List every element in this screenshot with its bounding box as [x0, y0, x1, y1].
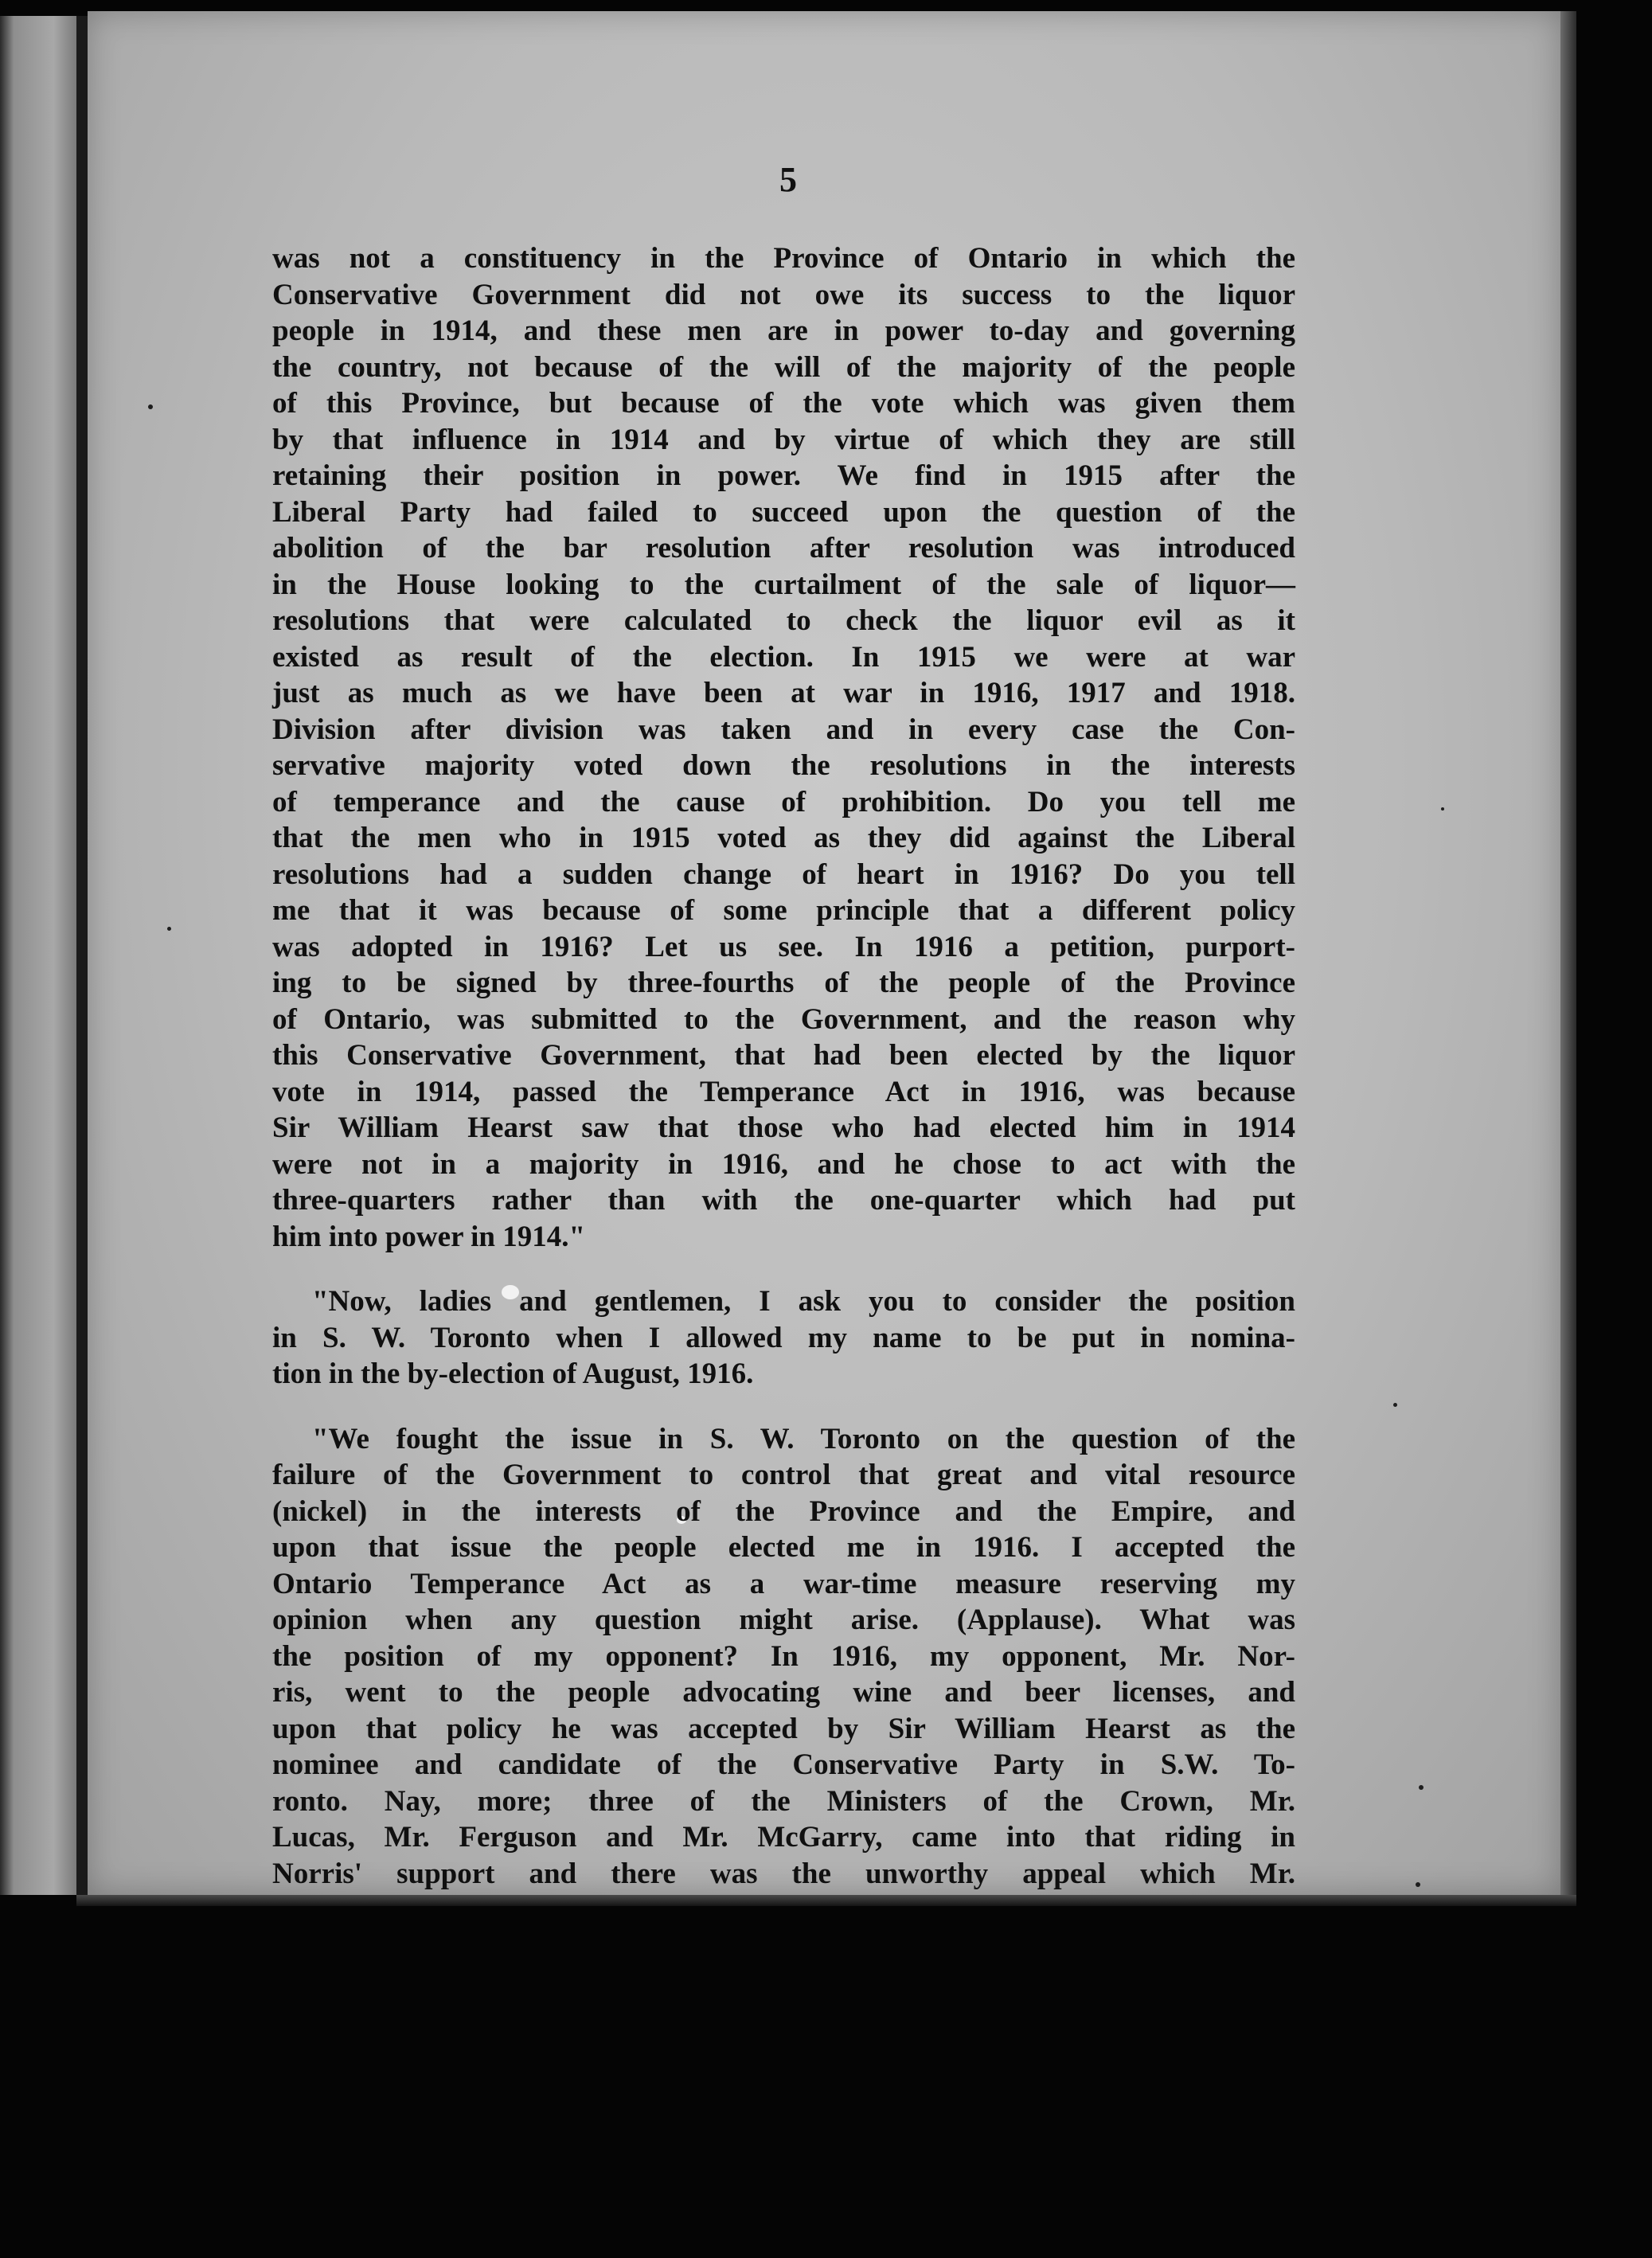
text-line: by that influence in 1914 and by virtue of which they are still	[272, 423, 1295, 456]
text-line: (nickel) in the interests of the Province and the Empire, and	[272, 1494, 1295, 1528]
scan-speck	[1393, 1403, 1397, 1407]
page-number: 5	[779, 160, 797, 199]
scan-speck	[1441, 807, 1444, 811]
text-line: Sir William Hearst saw that those who had elected him in 1914	[272, 1111, 1295, 1144]
text-line: Norris' support and there was the unworthy appeal which Mr.	[272, 1857, 1295, 1890]
text-line: abolition of the bar resolution after resolution was introduced	[272, 532, 1295, 564]
text-line: ris, went to the people advocating wine and beer licenses, and	[272, 1676, 1295, 1709]
text-line: vote in 1914, passed the Temperance Act in 1916, was because	[272, 1075, 1295, 1108]
text-line: failure of the Government to control that great and vital resource	[272, 1459, 1295, 1491]
text-line: "Now, ladies and gentlemen, I ask you to consider the position	[312, 1285, 1295, 1318]
adjacent-page-strip	[0, 16, 76, 1895]
text-line: resolutions that were calculated to check the liquor evil as it	[272, 604, 1295, 637]
text-line: just as much as we have been at war in 1916, 1917 and 1918.	[272, 677, 1295, 709]
text-line: Ontario Temperance Act as a war-time measure reserving my	[272, 1567, 1295, 1600]
text-line: of temperance and the cause of prohibition. Do you tell me	[272, 785, 1295, 818]
text-line: nominee and candidate of the Conservative Party in S.W. To-	[272, 1748, 1295, 1781]
text-line: opinion when any question might arise. (Applause). What was	[272, 1604, 1295, 1636]
text-line: people in 1914, and these men are in power to-day and governing	[272, 314, 1295, 347]
paragraph	[272, 240, 1295, 1255]
page-edge-bottom	[76, 1895, 1576, 1906]
text-line: Conservative Government did not owe its success to the liquor	[272, 278, 1295, 311]
text-line: of Ontario, was submitted to the Government, and the reason why	[272, 1002, 1295, 1036]
text-line: ronto. Nay, more; three of the Ministers of the Crown, Mr.	[272, 1784, 1295, 1818]
text-line: him into power in 1914."	[272, 1220, 585, 1253]
page-edge-right	[1560, 11, 1576, 1898]
text-line: servative majority voted down the resolutions in the interests	[272, 749, 1295, 782]
paragraph-gap	[272, 1255, 1295, 1283]
scan-speck	[167, 927, 171, 931]
text-line: Liberal Party had failed to succeed upon the question of the	[272, 495, 1295, 529]
text-line: me that it was because of some principle that a different policy	[272, 894, 1295, 927]
text-line: this Conservative Government, that had been elected by the liquor	[272, 1039, 1295, 1072]
text-line: ing to be signed by three-fourths of the people of the Province	[272, 967, 1295, 999]
text-line: the country, not because of the will of the majority of the people	[272, 350, 1295, 384]
text-line: upon that issue the people elected me in 1916. I accepted the	[272, 1531, 1295, 1564]
text-line: in S. W. Toronto when I allowed my name to be put in nomina-	[272, 1321, 1295, 1354]
text-line: the position of my opponent? In 1916, my opponent, Mr. Nor-	[272, 1639, 1295, 1673]
text-line: Lucas, Mr. Ferguson and Mr. McGarry, came into that riding in	[272, 1821, 1295, 1854]
text-line: of this Province, but because of the vote which was given them	[272, 387, 1295, 420]
paragraph	[272, 1421, 1295, 1893]
text-line: was adopted in 1916? Let us see. In 1916 a petition, purport-	[272, 930, 1295, 963]
scan-speck	[1419, 1785, 1424, 1790]
text-line: were not in a majority in 1916, and he chose to act with the	[272, 1147, 1295, 1181]
text-line: retaining their position in power. We find in 1915 after the	[272, 459, 1295, 492]
text-line: resolutions had a sudden change of heart in 1916? Do you tell	[272, 857, 1295, 891]
text-line: that the men who in 1915 voted as they did against the Liberal	[272, 822, 1295, 854]
text-line: three-quarters rather than with the one-quarter which had put	[272, 1184, 1295, 1217]
text-line: Division after division was taken and in every case the Con-	[272, 713, 1295, 746]
scan-speck	[148, 404, 153, 409]
paragraph-gap	[272, 1393, 1295, 1421]
text-line: "We fought the issue in S. W. Toronto on the question of the	[312, 1422, 1295, 1455]
paragraph	[272, 1283, 1295, 1393]
scan-speck	[1416, 1882, 1420, 1887]
text-line: upon that policy he was accepted by Sir William Hearst as the	[272, 1712, 1295, 1745]
text-line: was not a constituency in the Province of Ontario in which the	[272, 242, 1295, 275]
text-line: tion in the by-election of August, 1916.	[272, 1358, 754, 1390]
book-gutter	[76, 16, 88, 1895]
body-text	[272, 240, 1295, 1892]
text-line: existed as result of the election. In 1915 we were at war	[272, 640, 1295, 674]
text-line: in the House looking to the curtailment of the sale of liquor—	[272, 568, 1295, 601]
